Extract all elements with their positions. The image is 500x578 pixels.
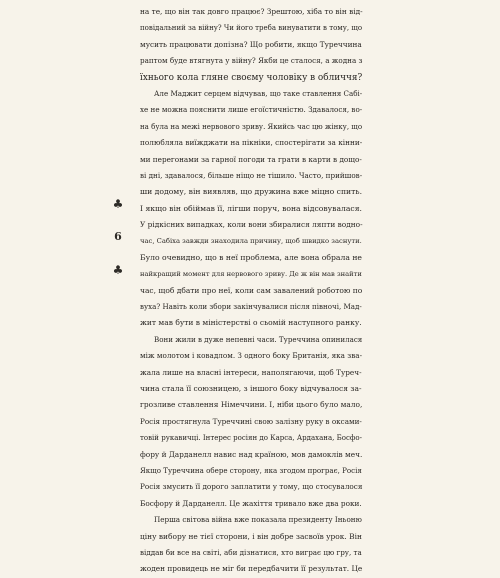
text-line: жала лише на власні інтереси, наполягаючи, щоб Туреч- — [140, 367, 362, 377]
text-line: Якщо Туреччина обере сторону, яка згодом програє, Росія — [140, 465, 362, 475]
text-line: Було очевидно, що в неї проблема, але вона обрала не — [140, 252, 362, 262]
text-line: на те, що він так довго працює? Зрештою, хіба то він від- — [140, 7, 363, 16]
text-line: чина стала її союзницею, з іншого боку відчувалося за- — [140, 383, 362, 393]
text-line: Перша світова війна вже показала президенту Іньоню — [154, 515, 362, 525]
tree-ornament-icon: ♣ — [112, 197, 124, 211]
text-line: жит мав бути в міністерстві о сьомій наступного ранку. — [140, 318, 362, 328]
text-line: полюбляла виїжджати на пікніки, спостерігати за кінни- — [140, 138, 363, 148]
text-line: час, Сабіха завжди знаходила причину, щоб швидко заснути. — [140, 237, 362, 246]
text-line: найкращий момент для нервового зриву. Де ж він мав знайти — [140, 270, 362, 279]
text-line: І якщо він обіймав її, лігши поруч, вона відсовувалася. — [140, 203, 362, 213]
tree-ornament-icon: ♣ — [112, 263, 124, 277]
text-line: віддав би все на світі, аби дізнатися, хто виграє цю гру, та — [140, 547, 362, 557]
text-line: ши додому, він виявляв, що дружина вже міцно спить. — [140, 187, 363, 197]
text-line: ми перегонами за гарної погоди та грати в карти в дощо- — [140, 154, 362, 164]
text-line: ціну вибору не тієї сторони, і він добре засвоїв урок. Він — [140, 531, 362, 541]
text-line: мусить працювати допізна? Що робити, якщо Туреччина — [140, 39, 362, 49]
text-line: фору й Дарданелл навис над країною, мов дамоклів меч. — [140, 449, 363, 459]
text-line: хе не можна пояснити лише егоїстичністю. Здавалося, во- — [140, 105, 363, 115]
text-line: між молотом і ковадлом. З одного боку Британія, яка зва- — [140, 351, 363, 361]
text-line: Але Маджит серцем відчував, що таке ставлення Сабі- — [154, 88, 363, 98]
text-line: грозливе ставлення Німеччини. І, ніби цього було мало, — [140, 400, 363, 410]
text-line: їхнього кола гляне своєму чоловіку в обличчя? — [140, 72, 363, 83]
text-line: Росія змусить її дорого заплатити у тому, що стосувалося — [140, 482, 363, 492]
text-line: Босфору й Дарданелл. Це жахіття тривало вже два роки. — [140, 498, 362, 508]
text-line: раптом буде втягнута у війну? Якби це сталося, а жодна з — [140, 56, 363, 66]
text-line: час, щоб дбати про неї, коли сам завалений роботою по — [140, 285, 363, 295]
text-line: на була на межі нервового зриву. Якийсь час цю жінку, що — [140, 121, 363, 131]
text-line: У рідкісних випадках, коли вони збиралися ляпти водно- — [140, 220, 363, 230]
text-line: Росія простягнула Туреччині свою залізну руку в оксами- — [140, 416, 362, 426]
text-line: повідальний за війну? Чи його треба винуватити в тому, що — [140, 24, 363, 33]
page-number: 6 — [114, 230, 122, 243]
text-line: Вони жили в дуже непевні часи. Туреччина опинилася — [154, 334, 363, 344]
text-line: ві дні, здавалося, більше ніщо не тішило. Часто, прийшов- — [140, 170, 363, 180]
text-line: жоден провидець не міг би передбачити її результат. Це — [140, 564, 363, 574]
body-text — [140, 4, 362, 578]
text-line: вуха? Навіть коли збори закінчувалися після півночі, Мад- — [140, 302, 362, 312]
text-line: товій рукавичці. Інтерес росіян до Карса, Ардахана, Босфо- — [140, 433, 362, 443]
